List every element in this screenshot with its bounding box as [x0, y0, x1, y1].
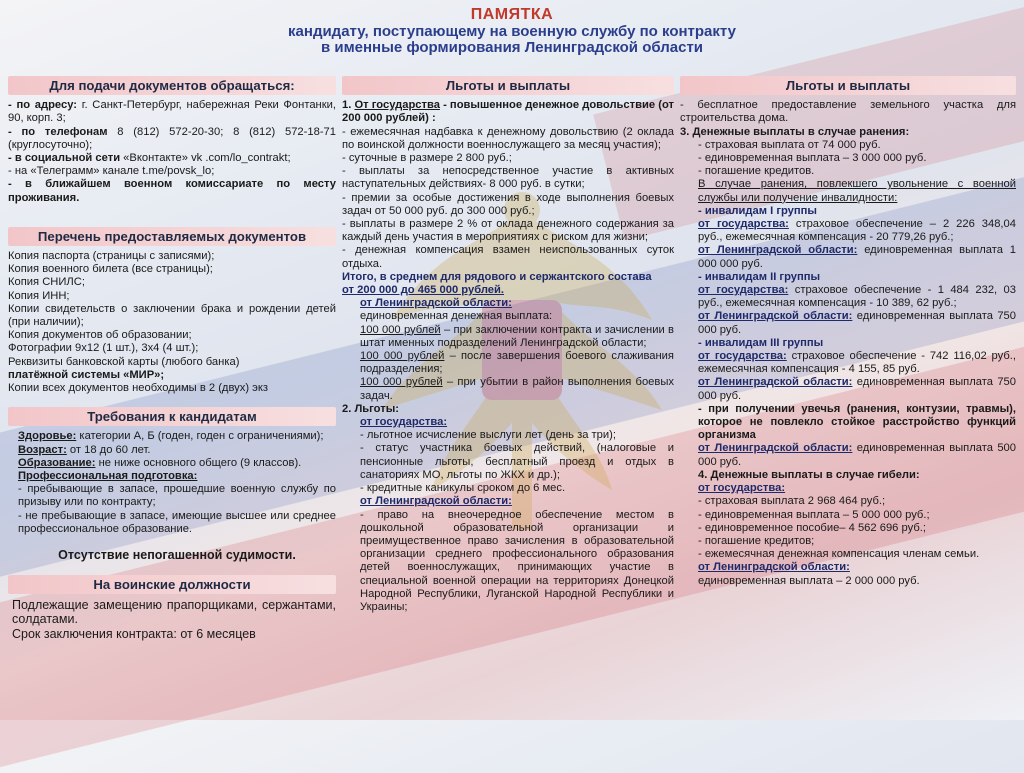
- page-title: ПАМЯТКА: [470, 6, 554, 23]
- lo-text: единовременная выплата 750 000 руб.: [698, 376, 1016, 402]
- benefit-item: - премии за особые достижения в ходе выполнения боевых задач от 50 000 руб. до 300 000 руб.;: [342, 191, 674, 217]
- page-subtitle-2: в именные формирования Ленинградской области: [320, 39, 704, 56]
- privileges-lo-label: от Ленинградской области:: [360, 495, 512, 508]
- positions-section-title: На воинские должности: [8, 575, 336, 594]
- contacts-section: [8, 99, 336, 205]
- increased-allowance-text: - повышенное денежное довольствие (от 200 000 рублей) :: [342, 99, 674, 125]
- dismissal-text: В случае ранения, повлекшего увольнение с военной службы или получение инвалидности:: [698, 178, 1016, 204]
- state-label: от государства:: [698, 284, 789, 297]
- lo-intro: единовременная денежная выплата:: [360, 310, 553, 323]
- doc-item: Копия документов об образовании;: [8, 329, 192, 342]
- lo-text: единовременная выплата 1 000 000 руб.: [698, 244, 1016, 270]
- death-payment-item: - единовременное пособие– 4 562 696 руб.;: [698, 521, 926, 534]
- age-text: от 18 до 60 лет.: [66, 443, 151, 456]
- doc-item: Фотографии 9х12 (1 шт.), 3х4 (4 шт.);: [8, 342, 199, 355]
- death-lo-label: от Ленинградской области:: [698, 561, 850, 574]
- benefit-item: - ежемесячная надбавка к денежному довольствию (2 оклада по воинской должности военнослужащего за месяц участия);: [342, 125, 674, 151]
- privilege-item: - льготное исчисление выслуги лет (день за три);: [360, 429, 616, 442]
- benefit-item: - суточные в размере 2 800 руб.;: [342, 152, 512, 165]
- doc-item: Копия паспорта (страницы с записями);: [8, 250, 215, 263]
- lo-amount: 100 000 рублей: [360, 350, 445, 363]
- injury-text: - при получении увечья (ранения, контузии, травмы), которое не повлекло стойкое расстройство функций организма: [698, 402, 1016, 442]
- left-column: [8, 76, 336, 641]
- injury-payments-title: 3. Денежные выплаты в случае ранения:: [680, 125, 910, 138]
- education-text: не ниже основного общего (9 классов).: [95, 456, 302, 469]
- total-value: от 200 000 до 465 000 рублей.: [342, 284, 504, 297]
- positions-text: Подлежащие замещению прапорщиками, сержантами, солдатами.: [12, 597, 336, 627]
- requirements-list: [8, 430, 336, 562]
- lo-label: от Ленинградской области:: [698, 244, 858, 257]
- privilege-item: - статус участника боевых действий, (налоговые и пенсионные льготы, бесплатный проезд и отдых в санаториях МО, льготы по ЖКХ и др.);: [360, 442, 674, 481]
- doc-item: Копия военного билета (все страницы);: [8, 263, 213, 276]
- death-payment-item: - единовременная выплата – 5 000 000 руб.;: [698, 508, 930, 521]
- lo-label: от Ленинградской области:: [360, 297, 512, 310]
- privilege-item: - кредитные каникулы сроком до 6 мес.: [360, 482, 566, 495]
- death-payments-title: 4. Денежные выплаты в случае гибели:: [698, 468, 920, 481]
- doc-item: Копия СНИЛС;: [8, 276, 85, 289]
- death-payment-item: - погашение кредитов;: [698, 534, 815, 547]
- requirements-section-title: Требования к кандидатам: [8, 407, 336, 426]
- training-label: Профессиональная подготовка:: [18, 470, 198, 483]
- doc-item-mir: платёжной системы «МИР»;: [8, 368, 165, 381]
- lo-label: от Ленинградской области:: [698, 376, 853, 389]
- death-payment-item: - ежемесячная денежная компенсация членам семьи.: [698, 548, 980, 561]
- telegram-text: - на «Телеграмм» канале t.me/povsk_lo;: [8, 165, 215, 178]
- total-label: Итого, в среднем для рядового и сержантского состава: [342, 270, 652, 283]
- lo-amount: 100 000 рублей: [360, 323, 441, 336]
- contacts-section-title: Для подачи документов обращаться:: [8, 76, 336, 95]
- lo-item-text: – при заключении контракта и зачислении в штат именных подразделений Ленинградской области;: [360, 323, 674, 349]
- lo-label: от Ленинградской области:: [698, 442, 853, 455]
- doc-item: Реквизиты банковской карты (любого банка): [8, 355, 240, 368]
- privileges-title: 2. Льготы:: [342, 402, 399, 415]
- benefit-item: - денежная компенсация взамен неиспользованных суток отдыха.: [342, 244, 674, 270]
- injury-payment-item: - страховая выплата от 74 000 руб.: [698, 138, 881, 151]
- health-label: Здоровье:: [18, 430, 77, 443]
- death-lo-text: единовременная выплата – 2 000 000 руб.: [698, 574, 920, 587]
- doc-item-copies: Копии всех документов необходимы в 2 (двух) экз: [8, 382, 269, 395]
- middle-column: [342, 76, 674, 614]
- lo-text: единовременная выплата 500 000 руб.: [698, 442, 1016, 468]
- privileges-state-label: от государства:: [360, 416, 448, 429]
- section-number: 1.: [342, 99, 355, 112]
- benefit-item: - выплаты в размере 2 % от оклада денежного содержания за каждый день участия в мероприятиях с риском для жизни;: [342, 218, 674, 244]
- from-state-label: От государства: [354, 99, 440, 112]
- address-text: г. Санкт-Петербург, набережная Реки Фонтанки, 90, корп. 3;: [8, 99, 336, 125]
- state-text: страховое обеспечение - 742 116,02 руб., ежемесячная компенсация - 4 155, 85 руб.: [698, 350, 1016, 376]
- injury-payment-item: - погашение кредитов.: [698, 165, 815, 178]
- age-label: Возраст:: [18, 443, 67, 456]
- disability-group-1-title: - инвалидам I группы: [698, 204, 817, 217]
- phone-label: - по телефонам: [8, 125, 108, 138]
- conviction-text: Отсутствие непогашенной судимости.: [58, 548, 296, 563]
- address-label: - по адресу:: [8, 99, 78, 112]
- state-label: от государства:: [698, 350, 787, 363]
- state-label: от государства:: [698, 218, 789, 231]
- state-text: страховое обеспечение - 1 484 232, 03 руб., ежемесячная компенсация - 10 389, 62 руб.;: [698, 284, 1016, 310]
- doc-item: Копии свидетельств о заключении брака и рождении детей (при наличии);: [8, 302, 336, 329]
- positions-section: [8, 598, 336, 642]
- page-subtitle-1: кандидату, поступающему на военную службу по контракту: [288, 23, 736, 40]
- lo-text: единовременная выплата 750 000 руб.: [698, 310, 1016, 336]
- documents-list: [8, 250, 336, 395]
- death-state-label: от государства:: [698, 482, 786, 495]
- lo-item-text: – после завершения боевого слаживания подразделения;: [360, 350, 674, 376]
- commissariat-text: - в ближайшем военном комиссариате по месту проживания.: [8, 178, 336, 204]
- benefits-section-title: Льготы и выплаты: [342, 76, 674, 95]
- state-text: страховое обеспечение – 2 226 348,04 руб., ежемесячная компенсация - 20 779,26 руб.;: [698, 218, 1016, 244]
- social-label: - в социальной сети: [8, 152, 121, 165]
- death-payment-item: - страховая выплата 2 968 464 руб.;: [698, 495, 886, 508]
- training-item: - не пребывающие в запасе, имеющие высшее или среднее профессиональное образование.: [18, 509, 336, 535]
- doc-item: Копия ИНН;: [8, 289, 70, 302]
- lo-item-text: – при убытии в район выполнения боевых задач.: [360, 376, 674, 402]
- benefits-state-section: [342, 99, 674, 614]
- benefits-injury-section: [680, 99, 1016, 588]
- documents-section-title: Перечень предоставляемых документов: [8, 227, 336, 246]
- phone-text: 8 (812) 572-20-30; 8 (812) 572-18-71 (круглосуточно);: [8, 125, 336, 151]
- training-item: - пребывающие в запасе, прошедшие военную службу по призыву или по контракту;: [18, 483, 336, 509]
- lo-label: от Ленинградской области:: [698, 310, 853, 323]
- right-column: [680, 76, 1016, 588]
- social-text: «Вконтакте» vk .com/lo_contrakt;: [120, 152, 291, 165]
- page-header: [0, 6, 1024, 56]
- disability-group-2-title: - инвалидам II группы: [698, 270, 821, 283]
- contract-term-text: Срок заключения контракта: от 6 месяцев: [12, 626, 256, 641]
- disability-group-3-title: - инвалидам III группы: [698, 336, 824, 349]
- benefit-item: - выплаты за непосредственное участие в активных наступательных действиях- 8 000 руб. в сутки;: [342, 165, 674, 191]
- benefits-section-title-2: Льготы и выплаты: [680, 76, 1016, 95]
- land-text: - бесплатное предоставление земельного участка для строительства дома.: [680, 99, 1016, 125]
- lo-amount: 100 000 рублей: [360, 376, 443, 389]
- education-label: Образование:: [18, 456, 96, 469]
- injury-payment-item: - единовременная выплата – 3 000 000 руб.: [698, 152, 927, 165]
- health-text: категории А, Б (годен, годен с ограничениями);: [76, 430, 324, 443]
- privilege-lo-item: - право на внеочередное обеспечение местом в дошкольной образовательной организации и преимущественное право зачисления в образовательной организации среднего профессионального образования детей военнослужащих, принимающих участие в специальной военной операции на территориях Донецкой Народной Республики, Луганской Народной Республики и Украины;: [360, 508, 674, 613]
